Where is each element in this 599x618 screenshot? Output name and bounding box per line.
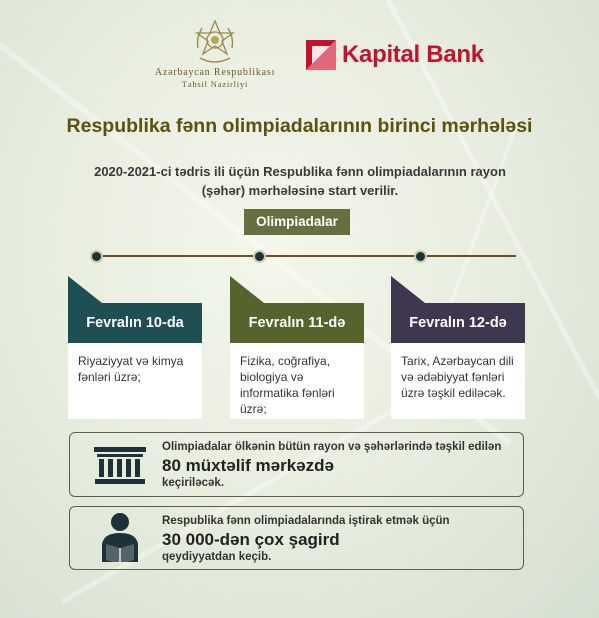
building-icon [92,447,148,485]
card-text: Riyaziyyat və kimya fənləri üzrə; [68,343,202,419]
kapital-bank-icon [306,40,336,70]
ministry-line2: Təhsil Nazirliyi [181,79,249,89]
card-date: Fevralın 12-də [391,303,525,343]
card-date: Fevralın 11-də [230,303,364,343]
info-highlight: 80 müxtəlif mərkəzdə [162,456,334,475]
info-box-centers [69,432,524,497]
emblem-icon [192,18,238,64]
timeline-dot [253,250,266,263]
olympiads-badge: Olimpiadalar [244,209,350,235]
info-tail-text: keçiriləcək. [162,477,225,489]
student-reading-icon [98,512,142,566]
info-lead-text: Respublika fənn olimpiadalarında iştirak etmək üçün [162,515,450,527]
timeline-dot [90,250,103,263]
ministry-line1: Azərbaycan Respublikası [154,67,276,78]
page-title: Respublika fənn olimpiadalarının birinci mərhələsi [66,115,533,137]
card-tab [68,276,102,303]
card-tab [230,276,264,303]
card-date: Fevralın 10-da [68,303,202,343]
info-lead-text: Olimpiadalar ölkənin bütün rayon və şəhərlərində təşkil edilən [162,441,502,453]
kapital-bank-logo [306,40,484,70]
page-subtitle: 2020-2021-ci tədris ili üçün Respublika fənn olimpiadalarının rayon (şəhər) mərhələsinə start verilir. [94,164,506,198]
info-tail-text: qeydiyyatdan keçib. [162,551,272,563]
card-text: Fizika, coğrafiya, biologiya və informatika fənləri üzrə; [230,343,364,419]
card-text: Tarix, Azərbaycan dili və ədəbiyyat fənləri üzrə təşkil ediləcək. [391,343,525,419]
ministry-logo [150,18,280,89]
kapital-bank-name: Kapital Bank [342,41,484,68]
card-tab [391,276,425,303]
info-box-students [69,506,524,570]
timeline-line [96,255,516,257]
timeline-dot [414,250,427,263]
info-highlight: 30 000-dən çox şagird [162,530,340,549]
